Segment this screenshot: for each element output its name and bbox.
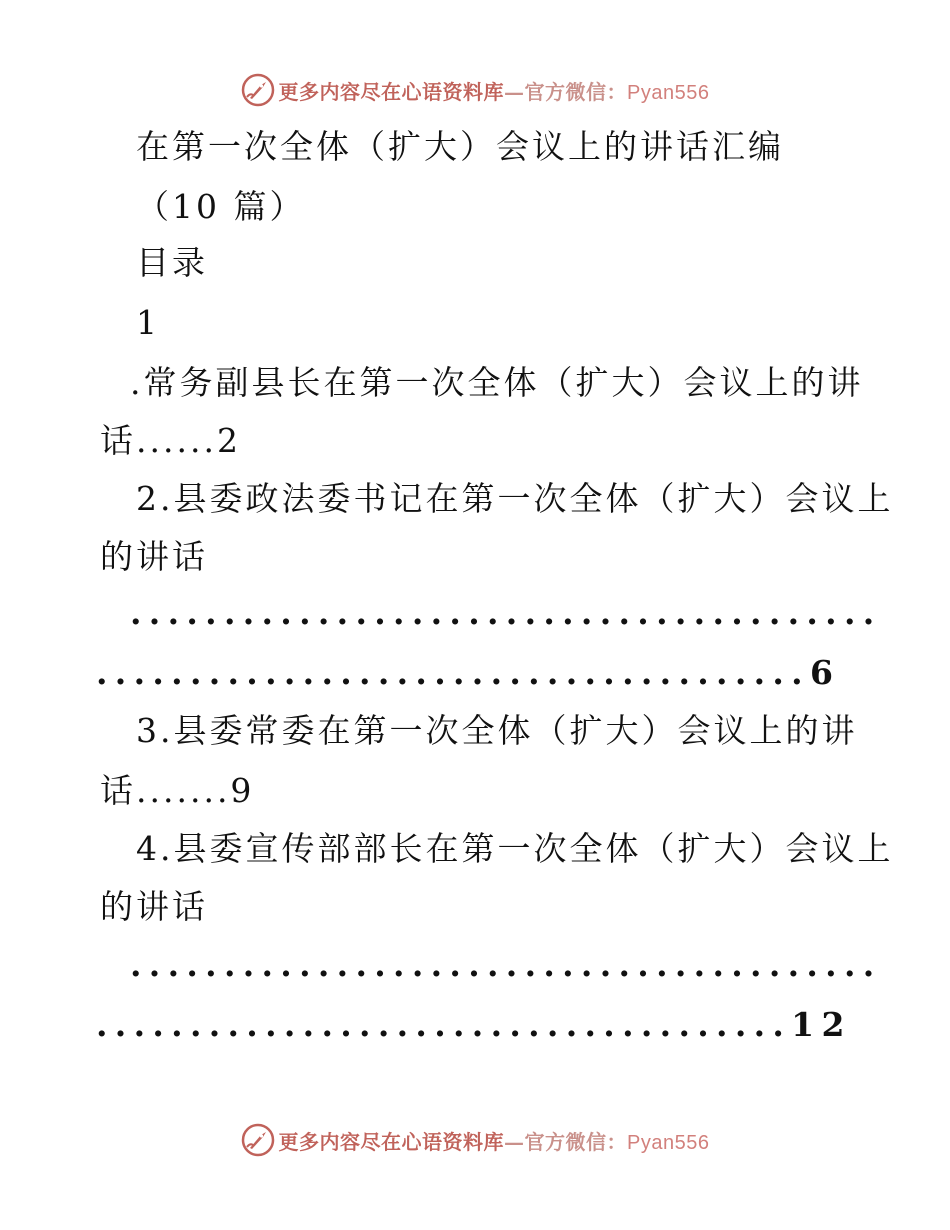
toc-item-2-leader-1: ........................................ [130, 593, 882, 632]
toc-item-4-leader-1: ........................................ [130, 945, 882, 984]
toc-item-3-line-2: 话.......9 [100, 771, 255, 810]
watermark-label: 官方微信： [524, 79, 628, 104]
watermark-text [279, 1126, 710, 1155]
watermark-id: Pyan556 [627, 1131, 710, 1154]
document-subtitle: （10 篇） [136, 187, 306, 226]
toc-item-4-line-2: 的讲话 [100, 887, 208, 926]
toc-item-2-line-1: 2.县委政法委书记在第一次全体（扩大）会议上 [136, 479, 894, 518]
toc-item-4-leader-2: .....................................12 [96, 1005, 852, 1044]
toc-item-1-line-2: 话......2 [100, 421, 241, 460]
pen-nib-logo-icon [241, 1123, 275, 1157]
toc-item-2-line-2: 的讲话 [100, 537, 208, 576]
watermark-brand: 更多内容尽在心语资料库 [278, 79, 505, 104]
toc-item-1-number: 1 [136, 303, 160, 342]
watermark-label: 官方微信： [524, 1129, 628, 1154]
toc-item-3-line-1: 3.县委常委在第一次全体（扩大）会议上的讲 [136, 711, 858, 750]
toc-heading: 目录 [136, 243, 208, 282]
toc-item-2-leader-2: ......................................6 [96, 653, 841, 692]
toc-item-4-line-1: 4.县委宣传部部长在第一次全体（扩大）会议上 [136, 829, 894, 868]
watermark-separator: — [504, 1129, 525, 1154]
toc-item-1-line-1: .常务副县长在第一次全体（扩大）会议上的讲 [130, 363, 864, 402]
watermark-id: Pyan556 [627, 81, 710, 104]
watermark-separator: — [504, 79, 525, 104]
watermark-banner-bottom [0, 1120, 950, 1160]
document-title: 在第一次全体（扩大）会议上的讲话汇编 [136, 127, 784, 166]
watermark-brand: 更多内容尽在心语资料库 [278, 1129, 505, 1154]
